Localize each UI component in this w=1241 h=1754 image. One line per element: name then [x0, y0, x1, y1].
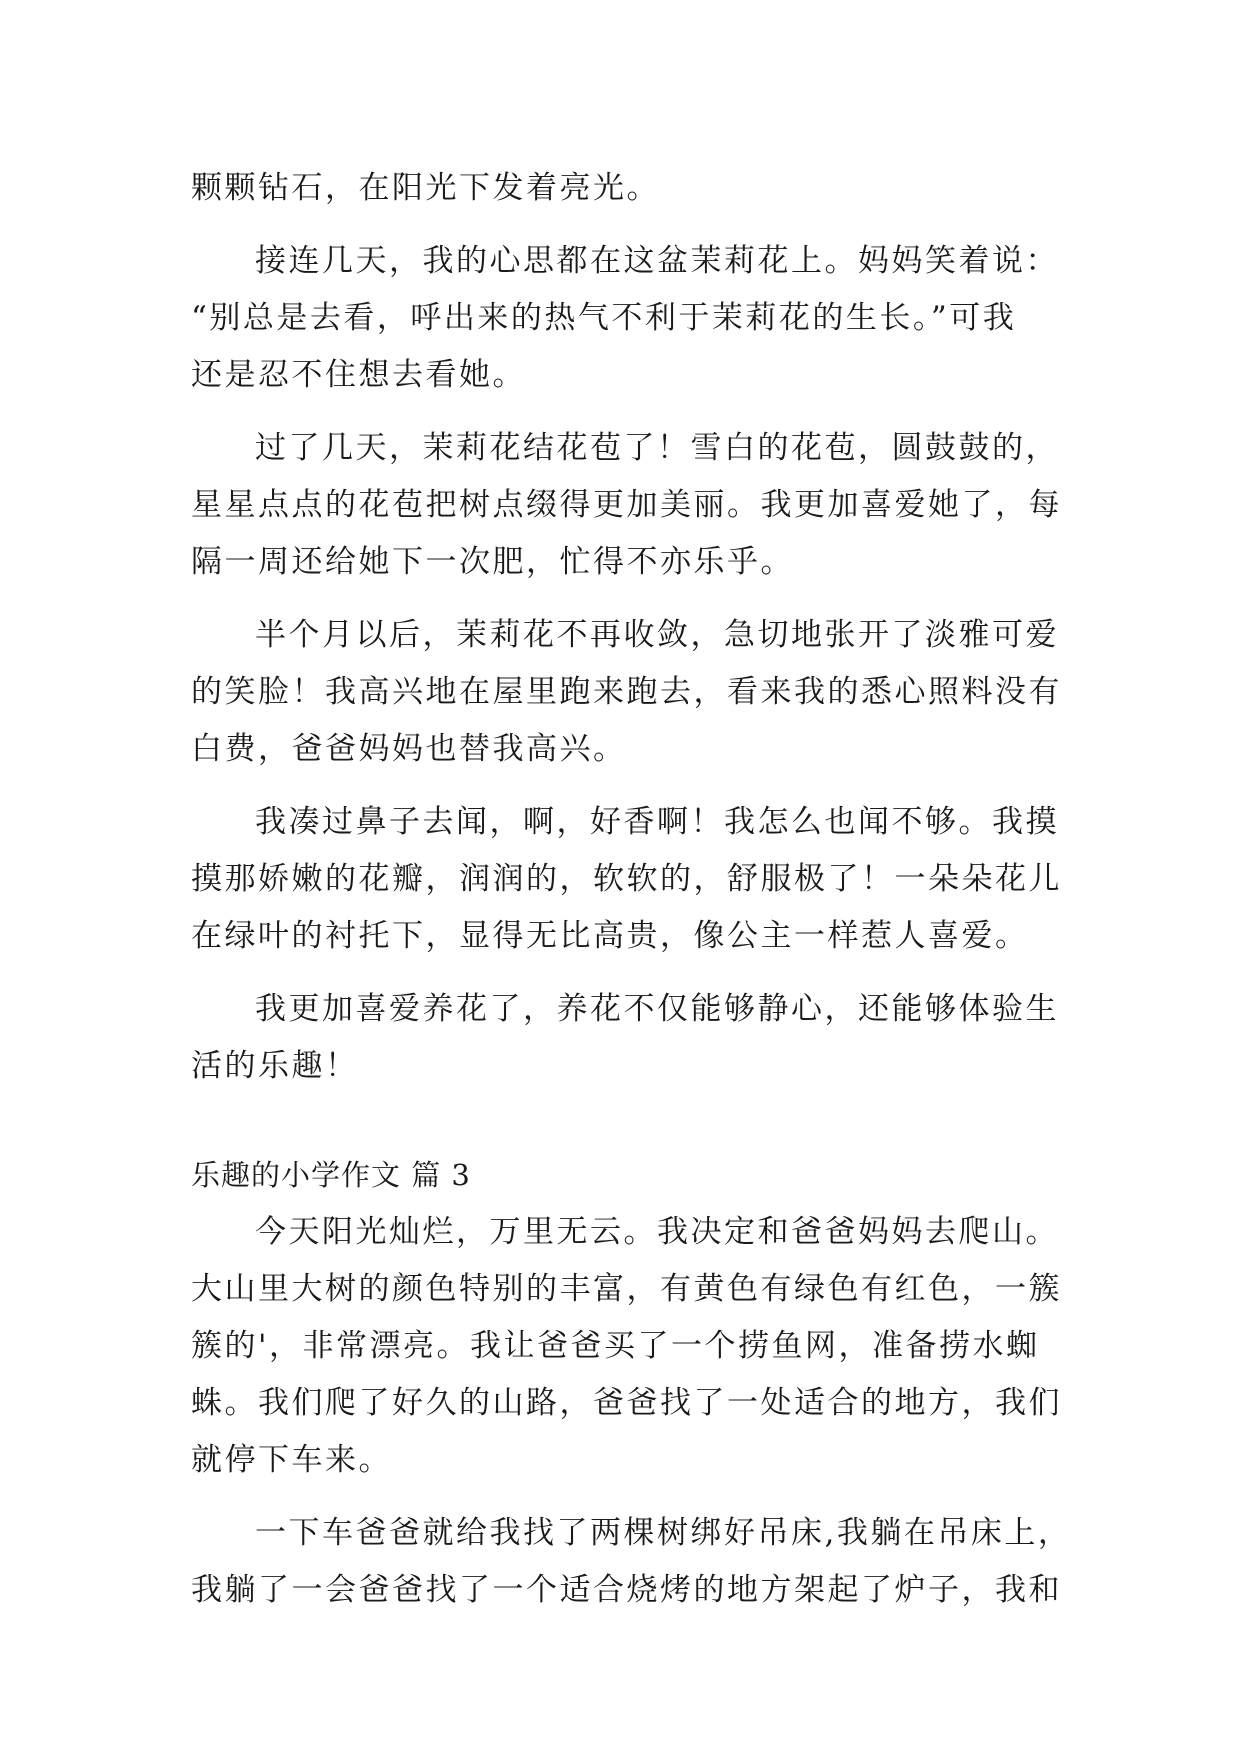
text-line: 大山里大树的颜色特别的丰富，有黄色有绿色有红色，一簇 [191, 1271, 1062, 1307]
text-line: 摸那娇嫩的花瓣，润润的，软软的，舒服极了！一朵朵花儿 [191, 861, 1062, 897]
text-line: 一下车爸爸就给我找了两棵树绑好吊床,我躺在吊床上， [255, 1515, 1072, 1551]
section-heading: 乐趣的小学作文 篇 3 [191, 1158, 471, 1192]
text-line: 星星点点的花苞把树点缀得更加美丽。我更加喜爱她了，每 [191, 487, 1062, 523]
text-line: 簇的'，非常漂亮。我让爸爸买了一个捞鱼网，准备捞水蜘 [191, 1328, 1040, 1364]
text-line: 隔一周还给她下一次肥，忙得不亦乐乎。 [191, 544, 794, 580]
text-line: 接连几天，我的心思都在这盆茉莉花上。妈妈笑着说： [255, 243, 1059, 279]
text-line: 还是忍不住想去看她。 [191, 357, 526, 393]
text-line: 的笑脸！我高兴地在屋里跑来跑去，看来我的悉心照料没有 [191, 674, 1062, 710]
text-line: 颗颗钻石，在阳光下发着亮光。 [191, 170, 660, 206]
text-line: “别总是去看，呼出来的热气不利于茉莉花的生长。”可我 [191, 300, 1017, 336]
text-line: 就停下车来。 [191, 1442, 392, 1478]
text-line: 白费，爸爸妈妈也替我高兴。 [191, 731, 627, 767]
text-line: 我凑过鼻子去闻，啊，好香啊！我怎么也闻不够。我摸 [255, 804, 1059, 840]
text-line: 我躺了一会爸爸找了一个适合烧烤的地方架起了炉子，我和 [191, 1572, 1062, 1608]
text-line: 过了几天，茉莉花结花苞了！雪白的花苞，圆鼓鼓的， [255, 430, 1059, 466]
text-line: 在绿叶的衬托下，显得无比高贵，像公主一样惹人喜爱。 [191, 918, 1029, 954]
text-line: 今天阳光灿烂，万里无云。我决定和爸爸妈妈去爬山。 [255, 1214, 1059, 1250]
document-body [191, 160, 1072, 1619]
text-line: 半个月以后，茉莉花不再收敛，急切地张开了淡雅可爱 [255, 617, 1059, 653]
text-line: 我更加喜爱养花了，养花不仅能够静心，还能够体验生 [255, 991, 1059, 1027]
text-line: 活的乐趣！ [191, 1048, 359, 1084]
text-line: 蛛。我们爬了好久的山路，爸爸找了一处适合的地方，我们 [191, 1385, 1062, 1421]
